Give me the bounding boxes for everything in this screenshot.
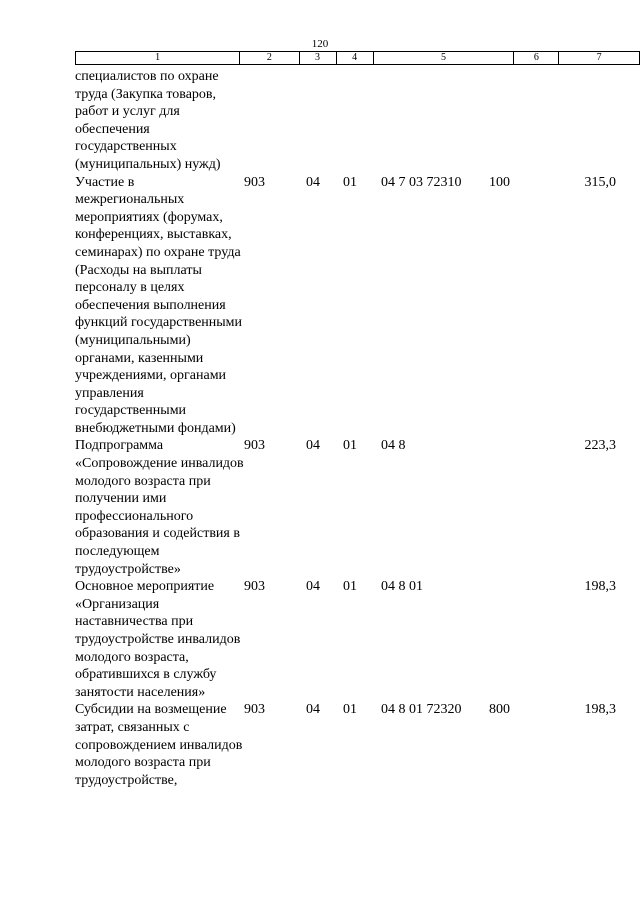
- row-name: специалистов по охране труда (Закупка товаров, работ и услуг для обеспечения государственных (муниципальных) нужд): [75, 69, 221, 172]
- row-grbs: 903: [244, 174, 265, 190]
- row-name: Основное мероприятие «Организация наставничества при трудоустройстве инвалидов молодого возраста, обратившихся в службу занятости населения»: [75, 579, 241, 700]
- row-target-article: 04 8 01: [381, 579, 423, 595]
- column-header-1: 1: [76, 52, 240, 65]
- table-row: [0, 68, 640, 174]
- row-sum: 198,3: [584, 702, 616, 718]
- table-row: [0, 578, 640, 701]
- row-sum: 315,0: [584, 174, 616, 190]
- column-header-3: 3: [299, 52, 336, 65]
- column-header-row: [76, 52, 640, 65]
- column-header-table: [75, 51, 640, 65]
- row-sum: 223,3: [584, 438, 616, 454]
- table-row: [0, 174, 640, 438]
- row-podrazdel: 01: [343, 174, 357, 190]
- row-razdel: 04: [306, 438, 320, 454]
- row-grbs: 903: [244, 702, 265, 718]
- row-target-article: 04 7 03 72310: [381, 174, 462, 190]
- row-razdel: 04: [306, 579, 320, 595]
- row-podrazdel: 01: [343, 702, 357, 718]
- row-target-article: 04 8: [381, 438, 406, 454]
- row-target-article: 04 8 01 72320: [381, 702, 462, 718]
- table-row: [0, 437, 640, 578]
- column-header-7: 7: [559, 52, 640, 65]
- row-razdel: 04: [306, 174, 320, 190]
- row-razdel: 04: [306, 702, 320, 718]
- column-header-4: 4: [336, 52, 373, 65]
- table-row: [0, 701, 640, 789]
- column-header-6: 6: [514, 52, 559, 65]
- row-name: Подпрограмма «Сопровождение инвалидов молодого возраста при получении ими профессионального образования и содействия в последующем трудоустройстве»: [75, 438, 244, 577]
- budget-table-body: [0, 68, 640, 789]
- row-grbs: 903: [244, 579, 265, 595]
- column-header-5: 5: [373, 52, 514, 65]
- row-sum: 198,3: [584, 579, 616, 595]
- row-grbs: 903: [244, 438, 265, 454]
- row-name: Субсидии на возмещение затрат, связанных с сопровождением инвалидов молодого возраста при трудоустройстве,: [75, 702, 243, 788]
- row-expense-type: 100: [489, 174, 510, 190]
- row-podrazdel: 01: [343, 438, 357, 454]
- row-expense-type: 800: [489, 702, 510, 718]
- page-number: 120: [311, 38, 329, 50]
- row-name: Участие в межрегиональных мероприятиях (форумах, конференциях, выставках, семинарах) по охране труда (Расходы на выплаты персоналу в целях обеспечения выполнения функций государственными (муниципальными) органами, казенными учреждениями, органами управления государственными внебюджетными фондами): [75, 174, 243, 436]
- column-header-2: 2: [240, 52, 299, 65]
- row-podrazdel: 01: [343, 579, 357, 595]
